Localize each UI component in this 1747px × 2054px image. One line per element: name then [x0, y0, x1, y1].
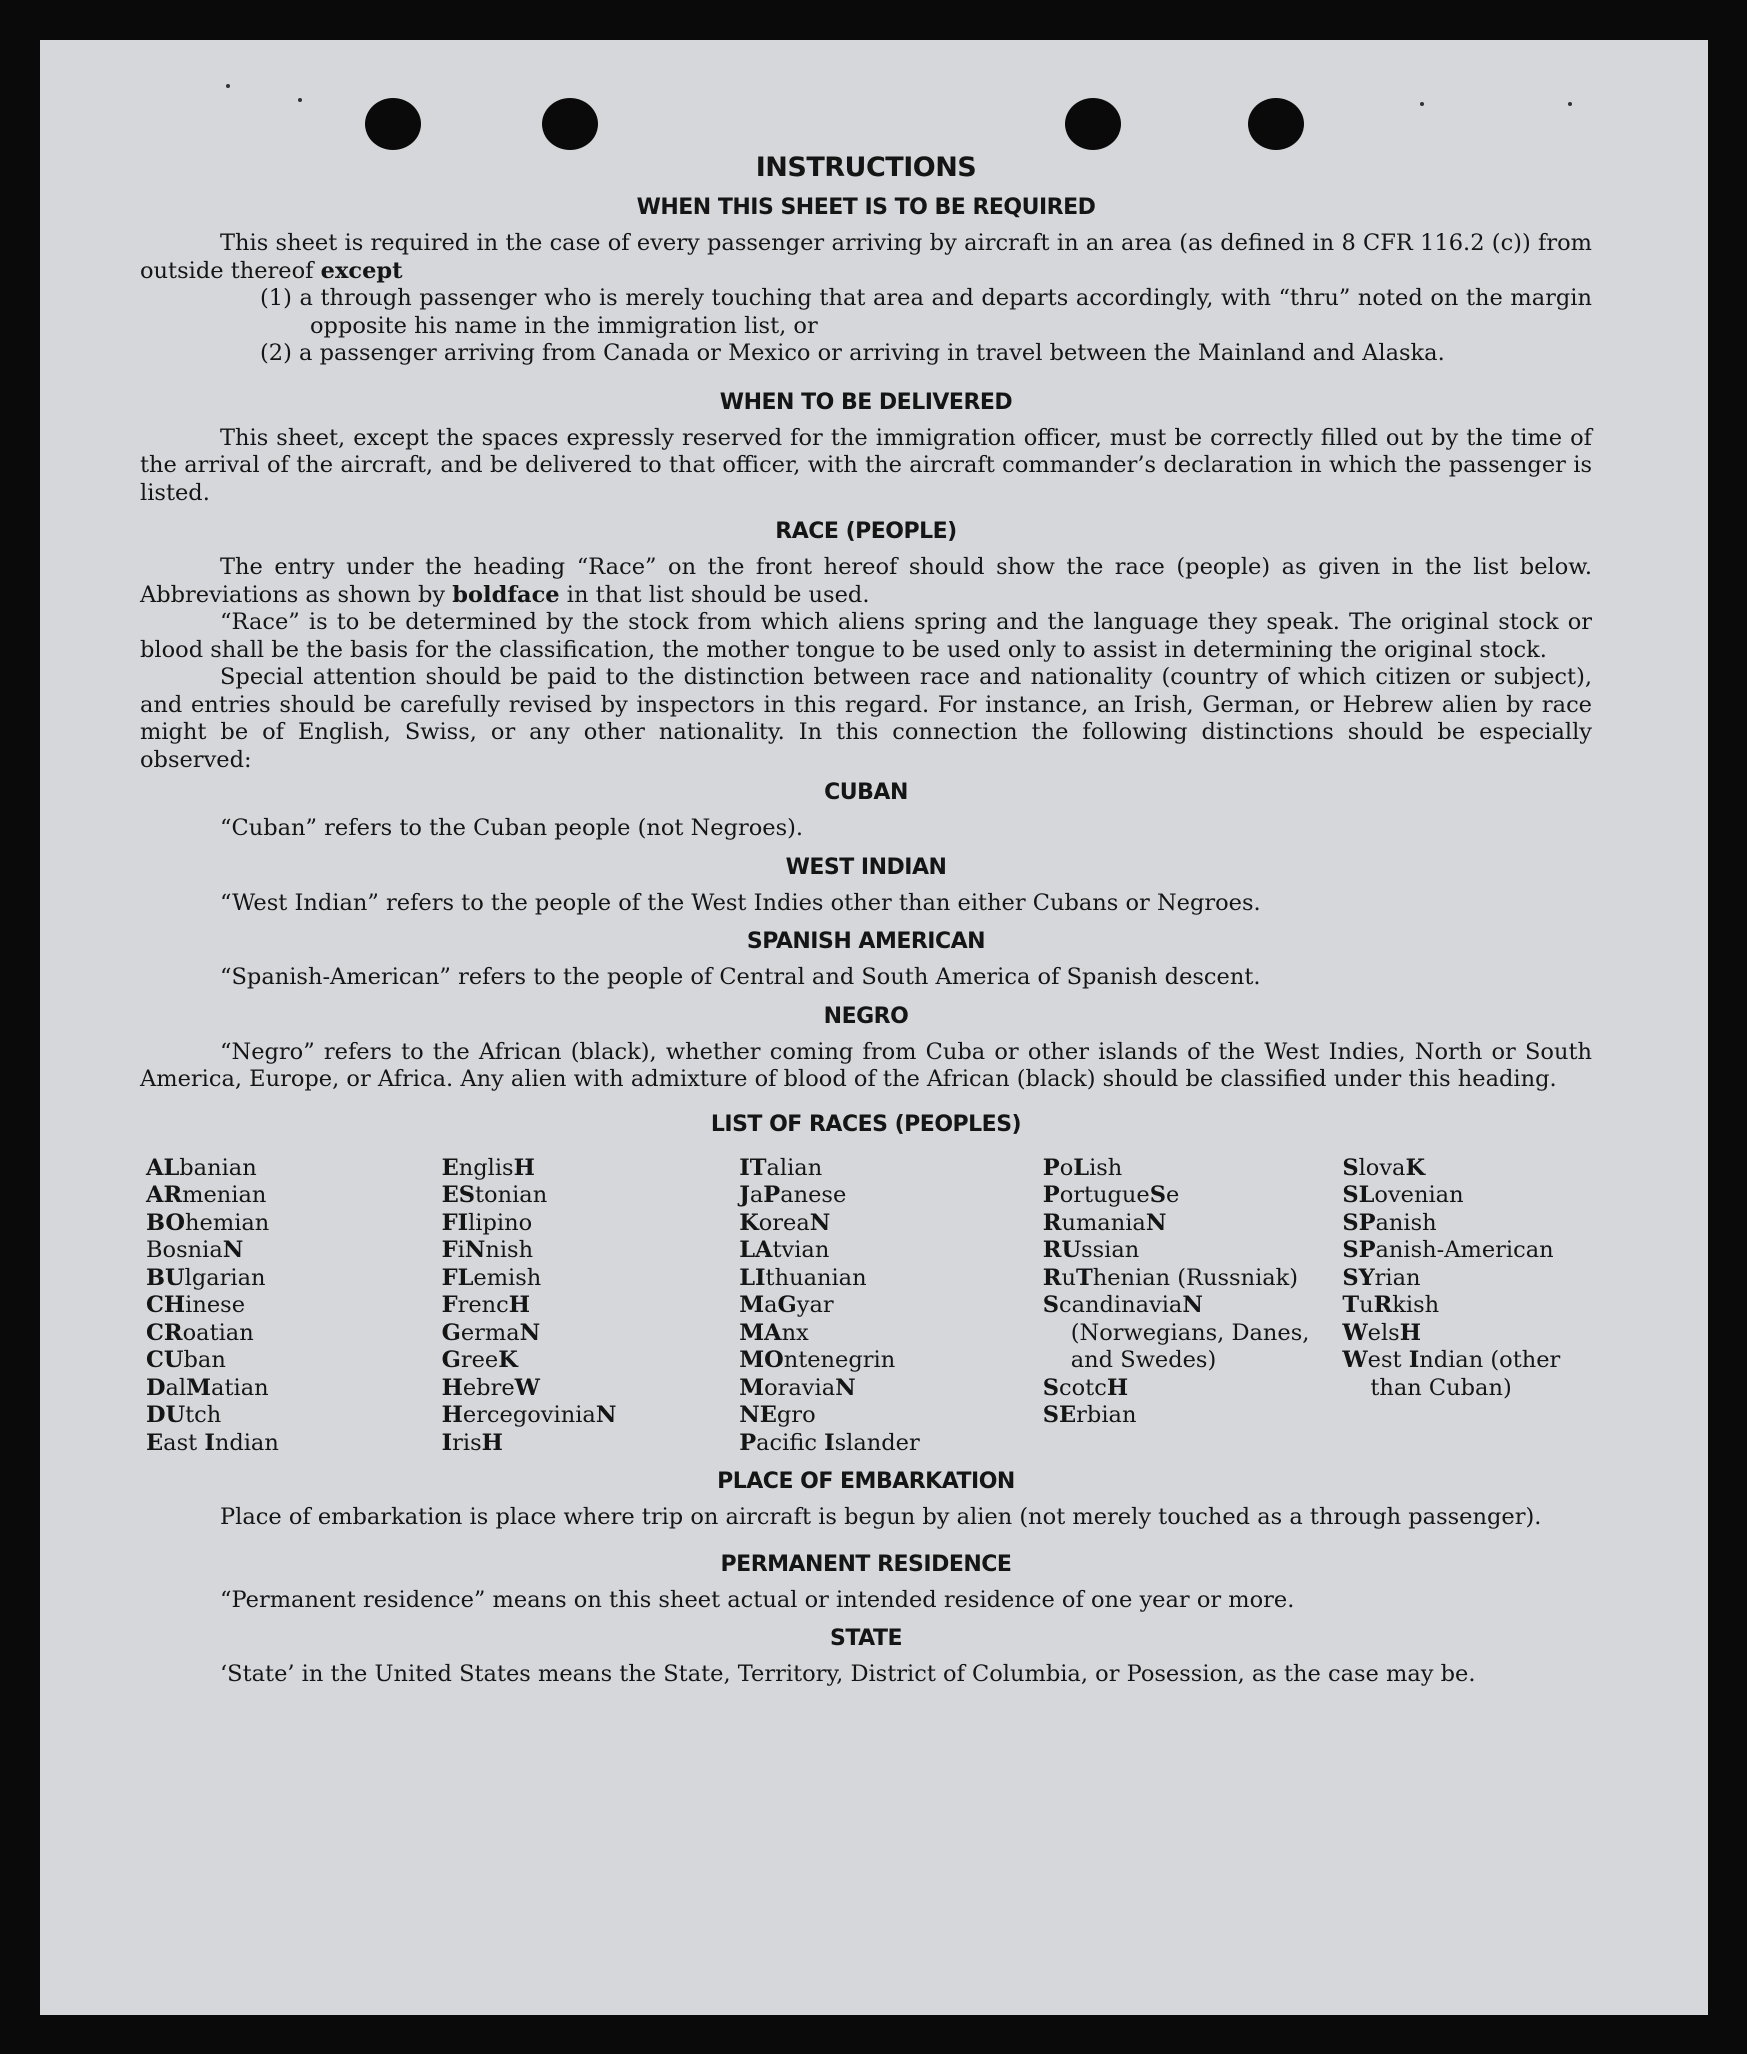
race-entry: [1043, 1292, 1343, 1375]
race-entry-segment: anese: [780, 1182, 847, 1208]
race-entry: [442, 1375, 740, 1403]
section-heading-list-of-races: LIST OF RACES (PEOPLES): [710, 1111, 1022, 1137]
race-entry: [1043, 1402, 1343, 1430]
race-entry-segment: SP: [1342, 1237, 1376, 1263]
race-entry-segment: thuanian: [765, 1264, 867, 1291]
race-entry: [1342, 1320, 1592, 1348]
spanish-american-text: “Spanish-American” refers to the people of Central and South America of Spanish descent.: [220, 964, 1261, 990]
race-entry-segment: G: [777, 1292, 797, 1318]
race-entry-segment: H: [508, 1292, 531, 1318]
race-entry-segment: i: [457, 1237, 465, 1263]
race-entry: [1342, 1210, 1592, 1238]
race-entry: [146, 1265, 442, 1293]
speck: [226, 84, 230, 88]
race-entry-segment: H: [513, 1154, 535, 1181]
race-entry: [146, 1210, 442, 1238]
race-entry-segment: MO: [739, 1347, 784, 1373]
race-entry-segment: DU: [146, 1402, 186, 1428]
race-entry: [442, 1292, 740, 1320]
race-entry-segment: MA: [739, 1319, 782, 1346]
race-entry-segment: ssian: [1081, 1237, 1140, 1263]
race-entry-segment: N: [222, 1237, 244, 1263]
race-entry: [146, 1320, 442, 1348]
race-entry-segment: emish: [473, 1264, 542, 1291]
race-entry-segment: ebre: [462, 1374, 515, 1401]
race-entry-segment: SY: [1342, 1264, 1375, 1291]
race-entry-segment: P: [1042, 1182, 1060, 1208]
race-entry-segment: N: [595, 1402, 617, 1428]
section-heading-race: RACE (PEOPLE): [775, 519, 957, 544]
race-entry-segment: rian: [1374, 1264, 1421, 1291]
delivered-text: This sheet, except the spaces expressly reserved for the immigration officer, must be correctly filled out by the time of the arrival of the aircraft, and be delivered to that officer, with the aircraft commander’s declaration in which the passenger is listed.: [140, 424, 1592, 506]
race-entry-segment: erma: [460, 1319, 520, 1346]
race-entry-segment: W: [1342, 1319, 1368, 1346]
race-entry-segment: N: [1145, 1209, 1167, 1236]
race-entry-segment: yar: [796, 1292, 834, 1318]
race-entry-segment: N: [835, 1374, 856, 1401]
race-entry: [442, 1155, 740, 1183]
race-entry-segment: ish: [1089, 1154, 1123, 1181]
race-entry-segment: F: [441, 1237, 458, 1263]
section-heading-negro: NEGRO: [823, 1003, 909, 1029]
section-heading-cuban: CUBAN: [824, 780, 908, 805]
race-entry-segment: a: [764, 1292, 778, 1318]
race-column: [739, 1155, 1043, 1458]
race-entry-segment: K: [739, 1209, 759, 1236]
race-entry-segment: BU: [146, 1264, 185, 1291]
race-entry-segment: nglis: [458, 1154, 514, 1181]
race-entry-segment: T: [1342, 1292, 1360, 1318]
negro-text: “Negro” refers to the African (black), whether coming from Cuba or other islands of the West Indies, North or South America, Europe, or Africa. Any alien with admixture of blood of the African (black) should be classified under this heading.: [140, 1038, 1592, 1092]
section-heading-spanish-american: SPANISH AMERICAN: [746, 929, 986, 954]
race-entry: [739, 1430, 1043, 1458]
race-entry-segment: H: [1399, 1319, 1421, 1346]
race-entry-segment: candinavia: [1059, 1292, 1183, 1318]
race-entry-segment: est: [1367, 1347, 1409, 1373]
race-entry-segment: henian (Russniak): [1092, 1264, 1299, 1291]
race-entry-segment: alian: [766, 1154, 823, 1181]
race-entry-segment: nish: [485, 1237, 534, 1263]
race-entry: [146, 1375, 442, 1403]
embarkation-text: Place of embarkation is place where trip on aircraft is begun by alien (not merely touched as a through passenger).: [220, 1504, 1542, 1530]
race-entry-segment: E: [146, 1429, 164, 1456]
state-text: ‘State’ in the United States means the State, Territory, District of Columbia, or Posession, as the case may be.: [220, 1661, 1476, 1687]
race-entry-segment: rbian: [1076, 1402, 1137, 1428]
race-entry-segment: lgarian: [184, 1264, 266, 1291]
race-entry: [1043, 1182, 1343, 1210]
race-entry-segment: ercegovinia: [462, 1402, 596, 1428]
race-entry-segment: ES: [441, 1182, 475, 1208]
race-entry-segment: anish-American: [1375, 1237, 1554, 1263]
race-entry-segment: SE: [1042, 1402, 1077, 1428]
race-entry-segment: atian: [211, 1374, 269, 1401]
race-entry-segment: P: [763, 1182, 781, 1208]
race-entry-segment: CR: [146, 1319, 183, 1346]
race-entry-segment: kish: [1392, 1292, 1440, 1318]
section-heading-residence: PERMANENT RESIDENCE: [720, 1551, 1012, 1577]
race-entry-segment: umania: [1061, 1209, 1146, 1236]
race-entry-segment: slander: [834, 1429, 920, 1456]
race-list: [146, 1155, 1592, 1458]
race-entry-segment: nx: [781, 1319, 809, 1346]
race-entry-segment: N: [809, 1209, 831, 1236]
race-column: [442, 1155, 740, 1458]
race-entry-segment: ntenegrin: [783, 1347, 896, 1373]
race-entry: [1043, 1265, 1343, 1293]
race-entry: [1043, 1237, 1343, 1265]
race-paragraph: “Race” is to be determined by the stock from which aliens spring and the language they speak. The original stock or blood shall be the basis for the classification, the mother tongue to be used only to assist in determining the original stock.: [140, 609, 1592, 663]
race-entry-segment: menian: [182, 1182, 267, 1208]
race-entry-segment: M: [739, 1374, 765, 1401]
race-entry-segment: I: [1408, 1347, 1420, 1373]
race-entry-segment: S: [1042, 1374, 1060, 1401]
race-entry: [739, 1320, 1043, 1348]
race-entry-segment: H: [481, 1429, 503, 1456]
race-entry-segment: ndian: [214, 1429, 279, 1456]
speck: [1568, 102, 1572, 106]
race-entry-segment: M: [186, 1374, 212, 1401]
race-entry-segment: K: [1405, 1154, 1426, 1181]
race-entry: [442, 1182, 740, 1210]
race-entry: [1342, 1292, 1592, 1320]
race-entry-segment: orea: [758, 1209, 810, 1236]
race-entry: [146, 1292, 442, 1320]
race-entry-segment: e: [1165, 1182, 1180, 1208]
page-title: INSTRUCTIONS: [755, 152, 977, 183]
race-entry-segment: CU: [146, 1347, 184, 1373]
race-entry: [146, 1155, 442, 1183]
race-entry-segment: F: [441, 1292, 458, 1318]
race-entry-segment: R: [1042, 1209, 1062, 1236]
race-entry-segment: H: [441, 1402, 463, 1428]
race-entry-segment: I: [441, 1429, 453, 1456]
race-entry: [442, 1237, 740, 1265]
race-entry-segment: E: [441, 1154, 459, 1181]
race-entry-segment: banian: [179, 1154, 257, 1181]
race-paragraph: Special attention should be paid to the distinction between race and nationality (country of which citizen or subject), and entries should be carefully revised by inspectors in this regard. For instance, an Irish, German, or Hebrew alien by race might be of English, Swiss, or any other nationality. In this connection the following distinctions should be especially observed:: [140, 664, 1592, 773]
race-entry: [442, 1320, 740, 1348]
race-entry-segment: o: [1059, 1154, 1074, 1181]
race-entry-segment: ovenian: [1374, 1182, 1464, 1208]
race-entry-segment: P: [739, 1429, 757, 1456]
race-entry-segment: ris: [452, 1429, 482, 1456]
section-heading-required: WHEN THIS SHEET IS TO BE REQUIRED: [636, 195, 1096, 220]
punch-hole: [1248, 98, 1304, 150]
race-entry: [146, 1182, 442, 1210]
race-entry-segment: S: [1042, 1292, 1060, 1318]
race-entry: [146, 1237, 442, 1265]
race-entry-segment: I: [824, 1429, 835, 1456]
race-entry: [442, 1430, 740, 1458]
race-entry-segment: CH: [146, 1292, 186, 1318]
race-entry: [739, 1375, 1043, 1403]
race-entry-segment: (Norwegians, Danes, and Swedes): [1070, 1319, 1310, 1373]
race-entry-segment: u: [1061, 1264, 1076, 1291]
race-entry-segment: H: [1106, 1374, 1129, 1401]
race-entry-segment: G: [441, 1319, 461, 1346]
race-entry: [1043, 1210, 1343, 1238]
race-entry-segment: N: [1182, 1292, 1203, 1318]
race-entry-segment: G: [441, 1347, 461, 1373]
race-entry: [442, 1265, 740, 1293]
race-entry: [739, 1265, 1043, 1293]
race-entry-segment: renc: [457, 1292, 509, 1318]
race-entry: [146, 1430, 442, 1458]
race-entry-segment: I: [204, 1429, 215, 1456]
race-entry-segment: S: [1342, 1154, 1359, 1181]
race-entry-segment: gro: [776, 1402, 816, 1428]
race-entry-segment: els: [1367, 1319, 1400, 1346]
section-heading-state: STATE: [830, 1626, 902, 1651]
race-entry: [1342, 1182, 1592, 1210]
race-entry-segment: K: [498, 1347, 518, 1373]
race-paragraph: The entry under the heading “Race” on the front hereof should show the race (people) as given in the list below. Abbreviations as shown by boldface in that list should be used.: [140, 554, 1592, 608]
race-entry-segment: AL: [146, 1154, 180, 1181]
race-column: [1342, 1155, 1592, 1458]
race-entry-segment: BO: [146, 1209, 186, 1236]
cuban-text: “Cuban” refers to the Cuban people (not Negroes).: [220, 815, 804, 841]
race-entry-segment: IT: [739, 1154, 767, 1181]
west-indian-text: “West Indian” refers to the people of the West Indies other than either Cubans or Negroes.: [220, 889, 1261, 916]
race-entry-segment: hemian: [185, 1209, 270, 1236]
race-entry-segment: ortugue: [1059, 1182, 1150, 1208]
race-entry: [739, 1347, 1043, 1375]
race-entry-segment: a: [749, 1182, 764, 1208]
required-exceptions-list: [260, 285, 1592, 368]
race-entry-segment: SP: [1342, 1209, 1376, 1236]
race-entry-segment: cotc: [1059, 1374, 1107, 1401]
race-entry-segment: al: [165, 1374, 187, 1401]
race-entry-segment: T: [1075, 1264, 1093, 1291]
race-entry-segment: H: [441, 1374, 463, 1401]
race-entry-segment: tonian: [475, 1182, 548, 1208]
required-intro: This sheet is required in the case of every passenger arriving by aircraft in an area (as defined in 8 CFR 116.2 (c)) from outside thereof except: [140, 230, 1592, 284]
race-entry: [442, 1402, 740, 1430]
race-entry-segment: Bosnia: [146, 1237, 223, 1263]
race-entry-segment: N: [464, 1237, 486, 1263]
race-entry-segment: J: [739, 1182, 750, 1208]
section-heading-west-indian: WEST INDIAN: [785, 854, 947, 880]
race-entry: [1342, 1265, 1592, 1293]
race-entry-segment: ban: [183, 1347, 226, 1373]
race-entry-segment: D: [146, 1374, 166, 1401]
race-entry-segment: NE: [739, 1402, 777, 1428]
instructions-content: [140, 152, 1592, 1689]
race-entry: [146, 1347, 442, 1375]
race-entry: [1342, 1237, 1592, 1265]
race-entry-segment: anish: [1375, 1209, 1437, 1236]
race-entry-segment: R: [1373, 1292, 1393, 1318]
race-entry-segment: oravia: [764, 1374, 836, 1401]
race-entry-segment: M: [739, 1292, 765, 1318]
punch-hole: [542, 98, 598, 150]
race-entry-segment: P: [1042, 1154, 1060, 1181]
race-entry-segment: ast: [163, 1429, 205, 1456]
race-entry-segment: W: [514, 1374, 540, 1401]
race-entry: [739, 1210, 1043, 1238]
document-page: [40, 40, 1708, 2015]
race-entry: [146, 1402, 442, 1430]
exception-item: (2) a passenger arriving from Canada or Mexico or arriving in travel between the Mainland and Alaska.: [260, 340, 1445, 366]
race-entry-segment: AR: [146, 1182, 183, 1208]
race-entry-segment: acific: [756, 1429, 825, 1456]
race-entry-segment: L: [1073, 1154, 1090, 1181]
race-column: [1043, 1155, 1343, 1458]
race-entry-segment: LA: [739, 1237, 773, 1263]
race-entry-segment: tvian: [772, 1237, 830, 1263]
race-entry-segment: inese: [185, 1292, 246, 1318]
race-entry-segment: lova: [1358, 1154, 1406, 1181]
race-entry: [1342, 1347, 1592, 1402]
speck: [298, 98, 302, 102]
race-entry: [1043, 1155, 1343, 1183]
race-entry-segment: RU: [1042, 1237, 1082, 1263]
race-entry: [739, 1155, 1043, 1183]
race-entry-segment: oatian: [182, 1319, 254, 1346]
punch-hole: [1065, 98, 1121, 150]
race-entry-segment: ndian (other than Cuban): [1370, 1347, 1561, 1401]
race-entry-segment: u: [1359, 1292, 1374, 1318]
race-entry-segment: N: [519, 1319, 541, 1346]
race-entry: [739, 1182, 1043, 1210]
race-entry-segment: FL: [441, 1264, 474, 1291]
race-entry-segment: S: [1149, 1182, 1166, 1208]
race-entry-segment: FI: [441, 1209, 469, 1236]
race-column: [146, 1155, 442, 1458]
race-entry: [442, 1210, 740, 1238]
race-entry-segment: LI: [739, 1264, 766, 1291]
race-entry: [1342, 1155, 1592, 1183]
section-heading-embarkation: PLACE OF EMBARKATION: [717, 1469, 1015, 1494]
race-entry-segment: tch: [185, 1402, 222, 1428]
race-entry: [739, 1402, 1043, 1430]
race-entry: [1043, 1375, 1343, 1403]
race-entry-segment: lipino: [468, 1209, 533, 1236]
speck: [1420, 102, 1424, 106]
race-entry-segment: SL: [1342, 1182, 1375, 1208]
section-heading-delivered: WHEN TO BE DELIVERED: [719, 389, 1013, 415]
race-entry: [739, 1237, 1043, 1265]
exception-item: (1) a through passenger who is merely touching that area and departs accordingly, with “thru” noted on the margin opposite his name in the immigration list, or: [260, 285, 1592, 339]
race-entry-segment: R: [1042, 1264, 1062, 1291]
punch-hole: [365, 98, 421, 150]
residence-text: “Permanent residence” means on this sheet actual or intended residence of one year or more.: [220, 1586, 1295, 1613]
race-entry-segment: W: [1342, 1347, 1368, 1373]
race-entry-segment: ree: [460, 1347, 499, 1373]
race-entry: [442, 1347, 740, 1375]
race-entry: [739, 1292, 1043, 1320]
